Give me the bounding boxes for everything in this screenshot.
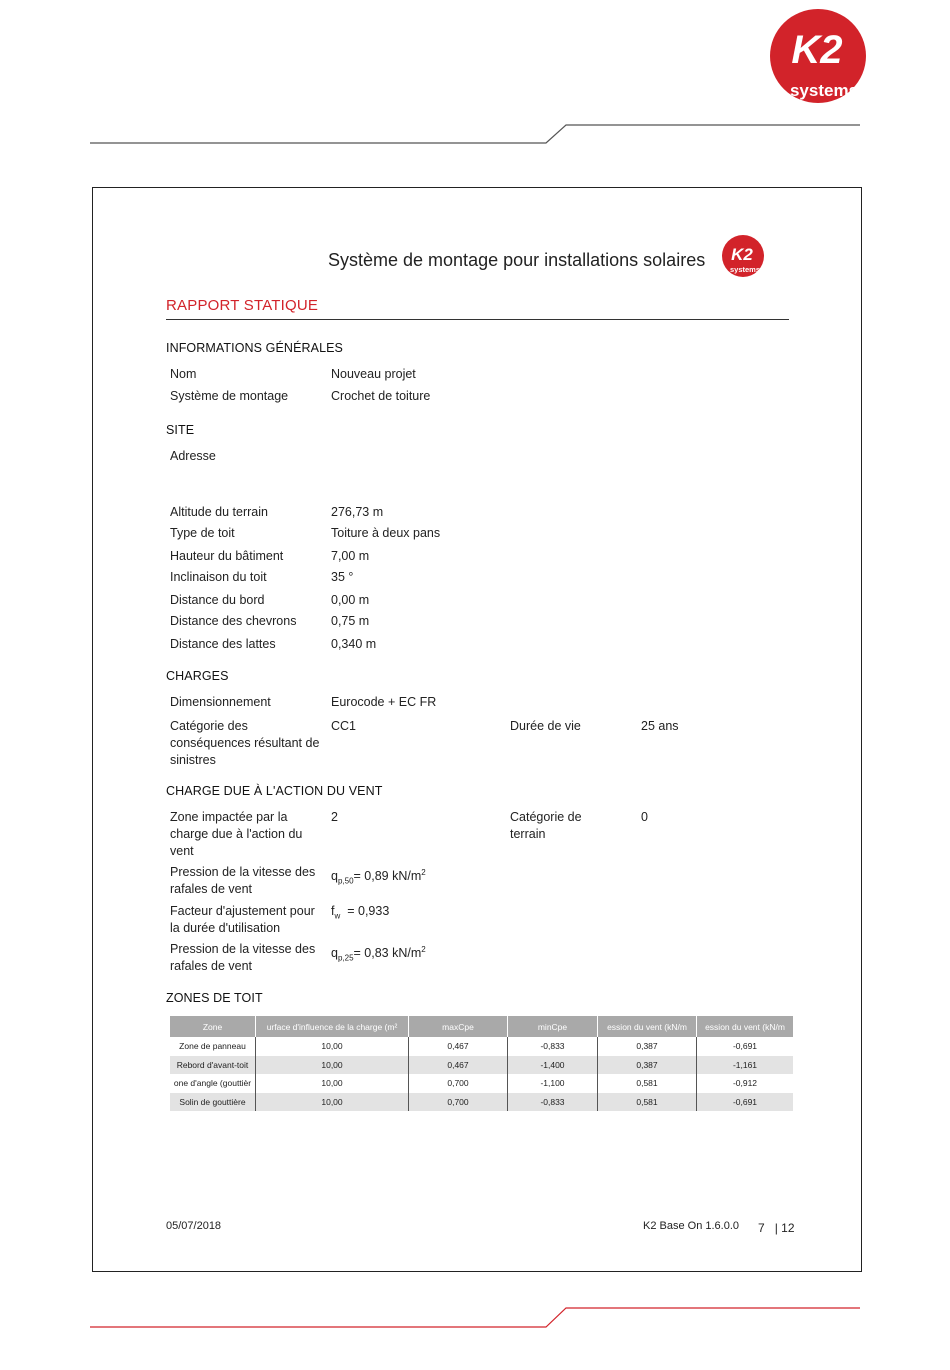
general-value-name: Nouveau projet: [331, 367, 416, 381]
report-title: RAPPORT STATIQUE: [166, 297, 319, 314]
site-address-label: Adresse: [170, 449, 216, 463]
footer-software: K2 Base On 1.6.0.0: [643, 1220, 740, 1232]
general-label-name: Nom: [170, 367, 197, 381]
wind-pressure-25-label: Pression de la vitesse des rafales de vent: [170, 942, 316, 973]
table-cell: 0,581: [598, 1074, 697, 1093]
table-row: [170, 1093, 793, 1112]
table-cell: 10,00: [256, 1093, 409, 1112]
section-charges-heading: CHARGES: [166, 669, 229, 683]
site-value-batten-distance: 0,340 m: [331, 637, 377, 651]
table-cell: 10,00: [256, 1074, 409, 1093]
wind-pressure-50-symbol: q: [331, 869, 338, 884]
table-row: [170, 1074, 793, 1093]
table-cell: 0,581: [598, 1093, 697, 1112]
section-general-heading: INFORMATIONS GÉNÉRALES: [166, 341, 343, 355]
footer-page-number: [758, 1221, 795, 1235]
table-cell: 0,467: [409, 1037, 508, 1056]
footer-page-separator: |: [774, 1221, 778, 1235]
wind-zone-value: 2: [331, 810, 338, 824]
header-rule: [0, 0, 950, 160]
footer-page-current: 7: [758, 1221, 765, 1235]
table-cell: -0,912: [732, 1078, 758, 1089]
wind-pressure-25-value: [331, 941, 426, 967]
charges-cat-value: CC1: [331, 719, 357, 733]
small-logo-brand: K2: [731, 245, 753, 264]
title-divider: [166, 319, 789, 320]
wind-pressure-25-amount: = 0,83 kN/m: [353, 946, 422, 961]
site-value-edge-distance: 0,00 m: [331, 593, 370, 607]
footer-page-total: 12: [781, 1221, 795, 1235]
charges-dim-label: Dimensionnement: [170, 695, 271, 709]
table-row: [170, 1037, 793, 1056]
logo-brand: K2: [791, 28, 843, 72]
table-header-cell: urface d'influence de la charge (m²: [256, 1016, 409, 1037]
wind-terrain-value: 0: [641, 810, 648, 824]
wind-pressure-50-value: [331, 864, 426, 890]
charges-cat-label: Catégorie des conséquences résultant de sinistres: [170, 719, 320, 767]
table-cell: -1,161: [732, 1059, 758, 1070]
general-label-system: Système de montage: [170, 389, 289, 403]
wind-pressure-50-label: Pression de la vitesse des rafales de vent: [170, 865, 316, 896]
document-title: Système de montage pour installations solaires: [328, 250, 706, 270]
site-label-batten-distance: Distance des lattes: [170, 637, 276, 651]
k2-systems-logo-small: [721, 234, 765, 278]
section-roof-zones-heading: ZONES DE TOIT: [166, 991, 263, 1005]
table-cell: 0,387: [598, 1056, 697, 1075]
table-header-cell: maxCpe: [409, 1016, 508, 1037]
logo-subtitle: systems: [789, 81, 859, 100]
table-cell: Solin de gouttière: [170, 1093, 256, 1112]
wind-adjust-sub: w: [334, 911, 341, 921]
wind-pressure-50-amount: = 0,89 kN/m: [353, 869, 422, 884]
site-value-height: 7,00 m: [331, 549, 370, 563]
general-value-system: Crochet de toiture: [331, 389, 431, 403]
table-cell: 0,700: [409, 1093, 508, 1112]
wind-terrain-label: Catégorie de terrain: [510, 810, 582, 841]
table-cell: Rebord d'avant-toit: [170, 1056, 256, 1075]
wind-zone-label: Zone impactée par la charge due à l'action du vent: [170, 810, 303, 858]
wind-pressure-50-sup: 2: [421, 868, 426, 877]
table-header-cell: Zone: [170, 1016, 256, 1037]
table-cell: one d'angle (gouttièr: [170, 1074, 256, 1093]
site-label-inclination: Inclinaison du toit: [170, 570, 267, 584]
table-header-row: [170, 1016, 793, 1037]
table-cell: 10,00: [256, 1056, 409, 1075]
footer-date: 05/07/2018: [166, 1220, 222, 1232]
table-row: [170, 1056, 793, 1075]
wind-pressure-25-symbol: q: [331, 946, 338, 961]
wind-pressure-25-sub: p,25: [337, 953, 354, 963]
roof-zones-table: [170, 1016, 793, 1111]
charges-life-value: 25 ans: [641, 719, 679, 733]
section-site-heading: SITE: [166, 423, 195, 437]
table-header-cell: ession du vent (kN/m: [705, 1021, 785, 1032]
table-cell: 0,700: [409, 1074, 508, 1093]
table-header-cell: minCpe: [508, 1016, 598, 1037]
footer-rule: [0, 1290, 950, 1340]
table-cell: -0,691: [732, 1096, 758, 1107]
wind-adjust-label: Facteur d'ajustement pour la durée d'utilisation: [170, 904, 315, 935]
site-value-inclination: 35 °: [331, 570, 354, 584]
table-cell: -0,691: [732, 1041, 758, 1052]
table-cell: 0,387: [598, 1037, 697, 1056]
site-value-altitude: 276,73 m: [331, 505, 384, 519]
wind-pressure-25-sup: 2: [421, 945, 426, 954]
section-wind-heading: CHARGE DUE À L'ACTION DU VENT: [166, 784, 383, 798]
table-cell: -0,833: [508, 1037, 598, 1056]
wind-adjust-amount: = 0,933: [347, 904, 390, 918]
table-cell: Zone de panneau: [170, 1037, 256, 1056]
table-cell: -1,100: [508, 1074, 598, 1093]
table-cell: 10,00: [256, 1037, 409, 1056]
site-label-rafter-distance: Distance des chevrons: [170, 614, 297, 628]
site-label-altitude: Altitude du terrain: [170, 505, 268, 519]
wind-adjust-symbol: f: [331, 904, 335, 918]
site-value-roof-type: Toiture à deux pans: [331, 526, 441, 540]
table-cell: 0,467: [409, 1056, 508, 1075]
site-label-roof-type: Type de toit: [170, 526, 235, 540]
wind-adjust-value: [331, 903, 389, 925]
table-cell: -0,833: [508, 1093, 598, 1112]
small-logo-subtitle: systems: [729, 265, 761, 274]
charges-life-label: Durée de vie: [510, 719, 581, 733]
charges-dim-value: Eurocode + EC FR: [331, 695, 437, 709]
site-value-rafter-distance: 0,75 m: [331, 614, 370, 628]
site-label-height: Hauteur du bâtiment: [170, 549, 284, 563]
table-header-cell: ession du vent (kN/m: [598, 1016, 697, 1037]
table-cell: -1,400: [508, 1056, 598, 1075]
site-label-edge-distance: Distance du bord: [170, 593, 265, 607]
wind-pressure-50-sub: p,50: [337, 876, 354, 886]
